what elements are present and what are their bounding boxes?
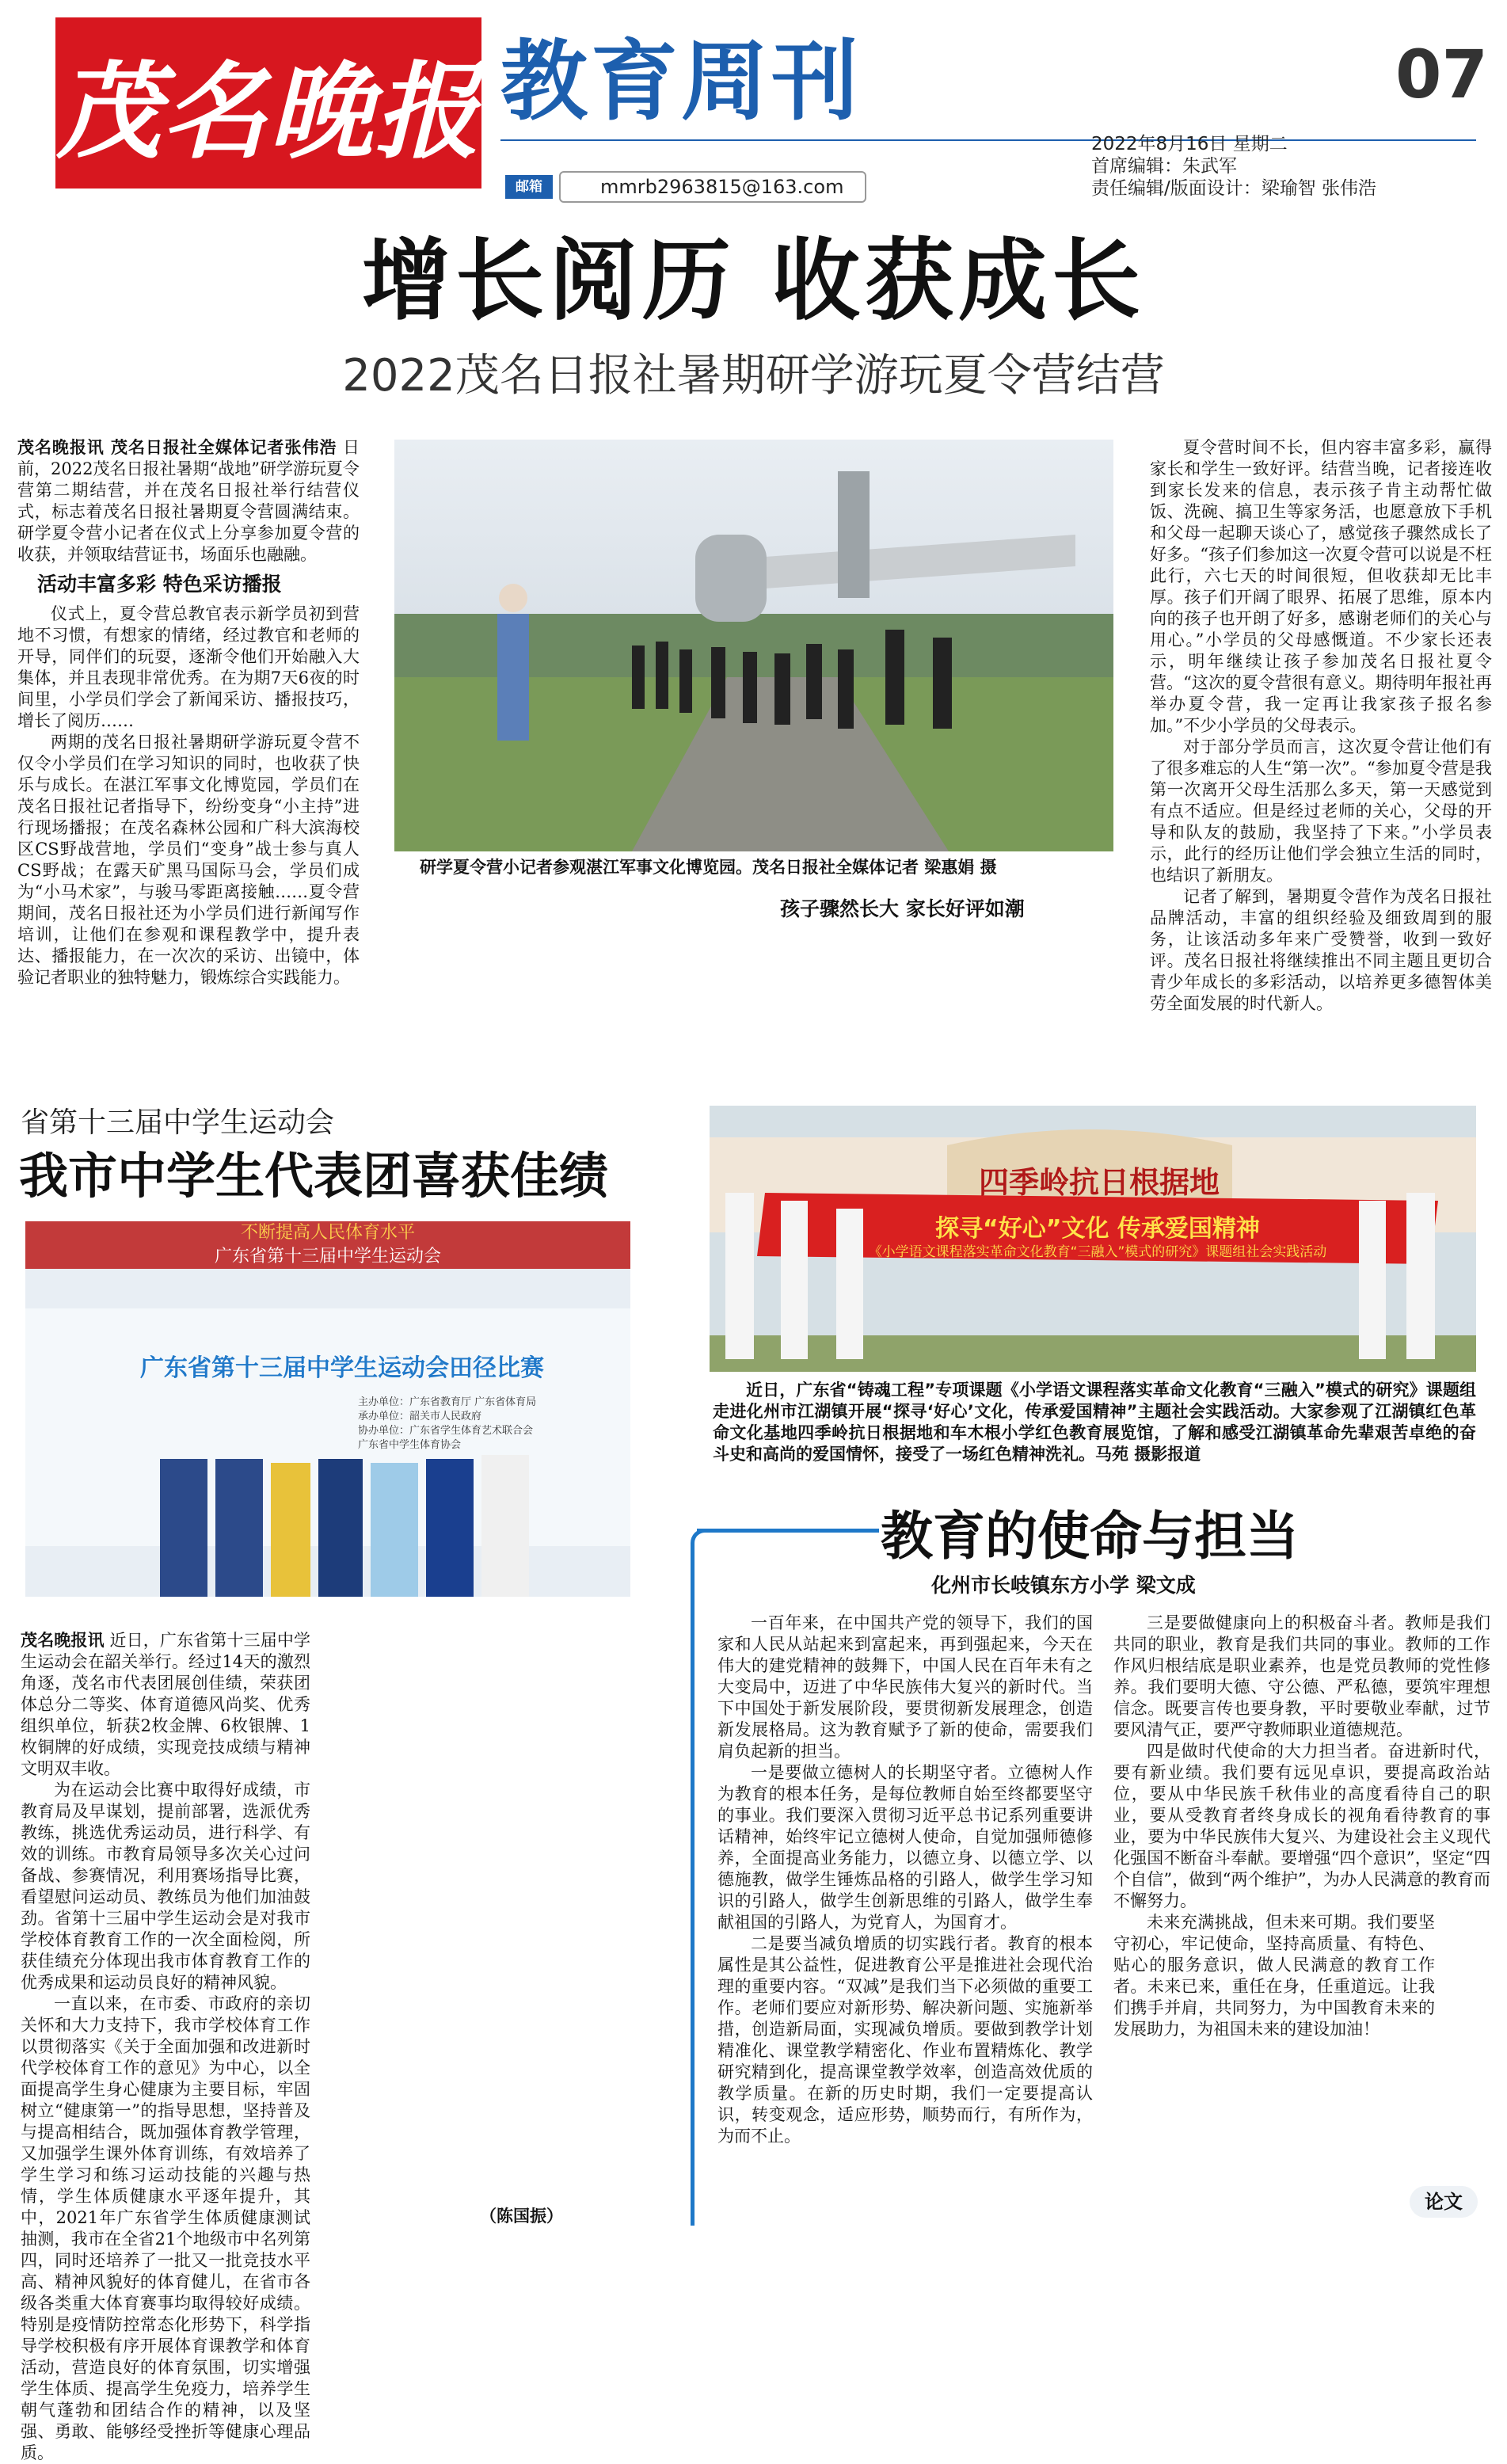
sports-p1: 近日，广东省第十三届中学生运动会在韶关举行。经过14天的激烈角逐，茂名市代表团展创佳绩，荣获团体总分二等奖、体育道德风尚奖、优秀组织单位，斩获2枚金牌、6枚银牌、1枚铜牌的好成绩，实现竞技成绩与精神文明双丰收。 xyxy=(21,1631,310,1778)
lead-photo-image xyxy=(394,440,1113,851)
lead-p5: 对于部分学员而言，这次夏令营让他们有了很多难忘的人生“第一次”。“参加夏令营是我第一次离开父母生活那么多天，第一天感觉到有点不适应。但是经过老师的关心，父母的开导和队友的鼓励，我坚持了下来。”小学员表示，此行的经历让他们学会独立生活的同时，也结识了新朋友。 xyxy=(1150,737,1492,885)
sports-headline: 我市中学生代表团喜获佳绩 xyxy=(19,1147,609,1205)
essay-tag: 论文 xyxy=(1410,2186,1478,2218)
sports-photo-info: 主办单位：广东省教育厅 广东省体育局 承办单位：韶关市人民政府 协办单位：广东省学生体育艺术联合会 广东省中学生体育协会 xyxy=(358,1396,537,1451)
essay-col-2 xyxy=(1113,1613,1490,2224)
essay-p1: 一百年来，在中国共产党的领导下，我们的国家和人民从站起来到富起来，再到强起来，今天在伟大的建党精神的鼓舞下，中国人民在百年未有之大变局中，迈进了中华民族伟大复兴的新时代。当下中国处于新发展阶段，要贯彻新发展理念，创造新发展格局。这为教育赋予了新的使命，需要我们肩负起新的担当。 xyxy=(717,1613,1093,1761)
lead-col-3 xyxy=(760,890,1109,1058)
essay-col-1 xyxy=(717,1613,1093,2224)
lead-p3: 两期的茂名日报社暑期研学游玩夏令营不仅令小学员们在学习知识的同时，也收获了快乐与成长。在湛江军事文化博览园，学员们在茂名日报社记者指导下，纷纷变身“小主持”进行现场播报；在茂名森林公园和广科大滨海校区CS野战营地，学员们“变身”战士参与真人CS野战；在露天矿黑马国际马会，学员们成为“小马术家”，与骏马零距离接触……夏令营期间，茂名日报社还为小学员们进行新闻写作培训，让他们在参观和课程教学中，提升表达、播报能力，在一次次的采访、出镜中，体验记者职业的独特魅力，锻炼综合实践能力。 xyxy=(17,733,360,987)
sports-kicker: 省第十三届中学生运动会 xyxy=(21,1106,335,1139)
lead-byline: 茂名晚报讯 茂名日报社全媒体记者张伟浩 xyxy=(17,438,337,457)
red-photo-stone: 四季岭抗日根据地 xyxy=(979,1165,1220,1200)
lead-p1: 日前，2022茂名日报社暑期“战地”研学游玩夏令营第二期结营，并在茂名日报社举行结营仪式，标志着茂名日报社暑期夏令营圆满结束。研学夏令营小记者在仪式上分享参加夏令营的收获，并领取结营证书，场面乐也融融。 xyxy=(17,438,360,564)
lead-col-4 xyxy=(1150,437,1492,1061)
sports-photo xyxy=(25,1221,630,1597)
essay-p3: 二是要当减负增质的切实践行者。教育的根本属性是其公益性，促进教育公平是推进社会现代治理的重要内容。“双减”是我们当下必须做的重要工作。老师们要应对新形势、解决新问题、实施新举措，创造新局面，实现减负增质。要做到教学计划精准化、课堂教学精密化、作业布置精炼化、教学研究精到化，提高课堂教学效率，创造高效优质的教学质量。在新的历史时期，我们一定要提高认识，转变观念，适应形势，顺势而行，有所作为，为而不止。 xyxy=(717,1934,1093,2146)
sports-photo-top-sign: 不断提高人民体育水平 广东省第十三届中学生运动会 xyxy=(25,1221,630,1269)
sports-photo-people xyxy=(25,1221,630,1597)
sports-p3-start: 一直以来，在市委、市政府的亲切关怀和大力支持下，我市学校体育工作以贯彻落实《关于全面加强和改进新时代学校体育工作的意见》为中心，以全面提高学生身心健康为主要目标，牢固树立“健康第一”的指导思想，坚持普及与提高相结合，既加强体育教学管理，又加强学生课外体育训练，有效培养了学生学习和练习运动技能的兴趣与热情，学生体质健康水平逐年提升，其中，2021年广东省学生体质健康测试抽测，我市在全省21个地级市中名列第四，同时还培养了一批又一批竞技水平高、精神风貌好的体育健儿，在省市各级各类重大体育赛事均取得较好成绩。特别是疫情防控常态化形势下，科学指导学校积极有序开展体育课教学和体育活动，营造良好的体育氛围，切实增强学生体质、提高学生免疫力，培养学生朝气蓬勃和团结合作的精神，以及坚强、勇敢、能够经受挫折等健康心理品质。 xyxy=(21,1994,310,2462)
lead-photo xyxy=(394,440,1113,851)
essay-frame xyxy=(691,1529,705,2226)
red-photo-caption: 近日，广东省“铸魂工程”专项课题《小学语文课程落实革命文化教育“三融入”模式的研究》课题组走进化州市江湖镇开展“探寻‘好心’文化，传承爱国精神”主题社会实践活动。大家参观了江湖镇红色革命文化基地四季岭抗日根据地和车木根小学红色教育展览馆，了解和感受江湖镇革命先辈艰苦卓绝的奋斗史和高尚的爱国情怀，接受了一场红色精神洗礼。马苑 摄影报道 xyxy=(713,1381,1476,1464)
sports-p2: 为在运动会比赛中取得好成绩，市教育局及早谋划，提前部署，选派优秀教练，挑选优秀运动员，进行科学、有效的训练。市教育局领导多次关心过问备战、参赛情况，利用赛场指导比赛，看望慰问运动员、教练员为他们加油鼓劲。省第十三届中学生运动会是对我市学校体育教育工作的一次全面检阅，所获佳绩充分体现出我市体育教育工作的优秀成果和运动员良好的精神风貌。 xyxy=(21,1780,310,1992)
lead-p2: 仪式上，夏令营总教官表示新学员初到营地不习惯，有想家的情绪，经过教官和老师的开导，同伴们的玩耍，逐渐令他们开始融入大集体，并且表现非常优秀。在为期7天6夜的时间里，小学员们学会了新闻采访、播报技巧，增长了阅历…… xyxy=(17,604,360,730)
essay-p5: 四是做时代使命的大力担当者。奋进新时代，要有新业绩。我们要有远见卓识，要提高政治站位，要从中华民族千秋伟业的高度看待自己的职业，要从受教育者终身成长的视角看待教育的事业，要为中华民族伟大复兴、为建设社会主义现代化强国不断奋斗奉献。要增强“四个意识”，坚定“四个自信”，做到“两个维护”，为办人民满意的教育而不懈努力。 xyxy=(1113,1742,1490,1910)
issue-date: 2022年8月16日 星期二 xyxy=(1091,134,1288,154)
lead-subhead: 2022茂名日报社暑期研学游玩夏令营结营 xyxy=(342,350,1165,402)
masthead-logo-text: 茂名晚报 xyxy=(56,51,481,173)
sports-byline: 茂名晚报讯 xyxy=(21,1631,105,1650)
red-photo-banner-1: 探寻“好心”文化 传承爱国精神 xyxy=(935,1215,1260,1243)
sports-col-1 xyxy=(21,1630,310,2462)
mail-label: 邮箱 xyxy=(516,179,542,195)
lead-subhead-2: 孩子骤然长大 家长好评如潮 xyxy=(780,897,1025,920)
section-title: 教育周刊 xyxy=(500,31,862,132)
sports-col-2 xyxy=(345,1630,635,2200)
masthead-logo xyxy=(55,17,481,189)
mail-icon xyxy=(505,175,553,199)
red-photo xyxy=(710,1106,1476,1372)
sports-photo-banner: 广东省第十三届中学生运动会田径比赛 xyxy=(140,1354,544,1382)
essay-p6: 未来充满挑战，但未来可期。我们要坚守初心，牢记使命，坚持高质量、有特色、贴心的服务意识，做人民满意的教育工作者。未来已来，重任在身，任重道远。让我们携手并肩，共同努力，为中国教育未来的发展助力，为祖国未来的建设加油！ xyxy=(1113,1913,1435,2039)
lead-subhead-1: 活动丰富多彩 特色采访播报 xyxy=(37,573,282,596)
essay-p4: 三是要做健康向上的积极奋斗者。教师是我们共同的职业，教育是我们共同的事业。教师的工作作风归根结底是职业素养，也是党员教师的党性修养。我们要明大德、守公德、严私德，要筑牢理想信念。既要言传也要身教，平时要敬业奉献，过节要风清气正，要严守教师职业道德规范。 xyxy=(1113,1613,1490,1739)
essay-p2: 一是要做立德树人的长期坚守者。立德树人作为教育的根本任务，是每位教师自始至终都要坚守的事业。我们要深入贯彻习近平总书记系列重要讲话精神，始终牢记立德树人使命，自觉加强师德修养，全面提高业务能力，以德立身、以德立学、以德施教，做学生锤炼品格的引路人，做学生学习知识的引路人，做学生创新思维的引路人，做学生奉献祖国的引路人，为党育人，为国育才。 xyxy=(717,1763,1093,1932)
essay-frame-top xyxy=(697,1529,879,1533)
masthead-divider xyxy=(500,139,1476,141)
sports-author: （陈国振） xyxy=(480,2206,563,2226)
page-number: 07 xyxy=(1395,36,1488,113)
lead-p6: 记者了解到，暑期夏令营作为茂名日报社品牌活动，丰富的组织经验及细致周到的服务，让该活动多年来广受赞誉，收到一致好评。茂名日报社将继续推出不同主题且更切合青少年成长的多彩活动，以培养更多德智体美劳全面发展的时代新人。 xyxy=(1150,887,1492,1013)
lead-col-2a xyxy=(396,887,738,1058)
chief-editor: 首席编辑：朱武军 xyxy=(1091,156,1237,177)
editors: 责任编辑/版面设计：梁瑜智 张伟浩 xyxy=(1091,178,1377,199)
lead-photo-caption: 研学夏令营小记者参观湛江军事文化博览园。茂名日报社全媒体记者 梁惠娟 摄 xyxy=(420,858,997,877)
essay-author: 化州市长岐镇东方小学 梁文成 xyxy=(931,1574,1196,1597)
lead-headline: 增长阅历 收获成长 xyxy=(362,230,1145,333)
email-address[interactable]: mmrb2963815@163.com xyxy=(559,171,866,203)
essay-headline: 教育的使命与担当 xyxy=(881,1506,1299,1567)
red-photo-banner-2: 《小学语文课程落实革命文化教育“三融入”模式的研究》课题组社会实践活动 xyxy=(868,1244,1327,1260)
lead-p4: 夏令营时间不长，但内容丰富多彩，赢得家长和学生一致好评。结营当晚，记者接连收到家长发来的信息，表示孩子肯主动帮忙做饭、洗碗、搞卫生等家务活，也愿意放下手机和父母一起聊天谈心了，感觉孩子骤然成长了好多。“孩子们参加这一次夏令营可以说是不枉此行，六七天的时间很短，但收获却无比丰厚。孩子们开阔了眼界、拓展了思维，原本内向的孩子也开朗了好多，感谢老师们的关心与用心。”小学员的父母感慨道。不少家长还表示，明年继续让孩子参加茂名日报社夏令营。“这次的夏令营很有意义。期待明年报社再举办夏令营，我一定再让我家孩子报名参加。”不少小学员的父母表示。 xyxy=(1150,438,1492,735)
